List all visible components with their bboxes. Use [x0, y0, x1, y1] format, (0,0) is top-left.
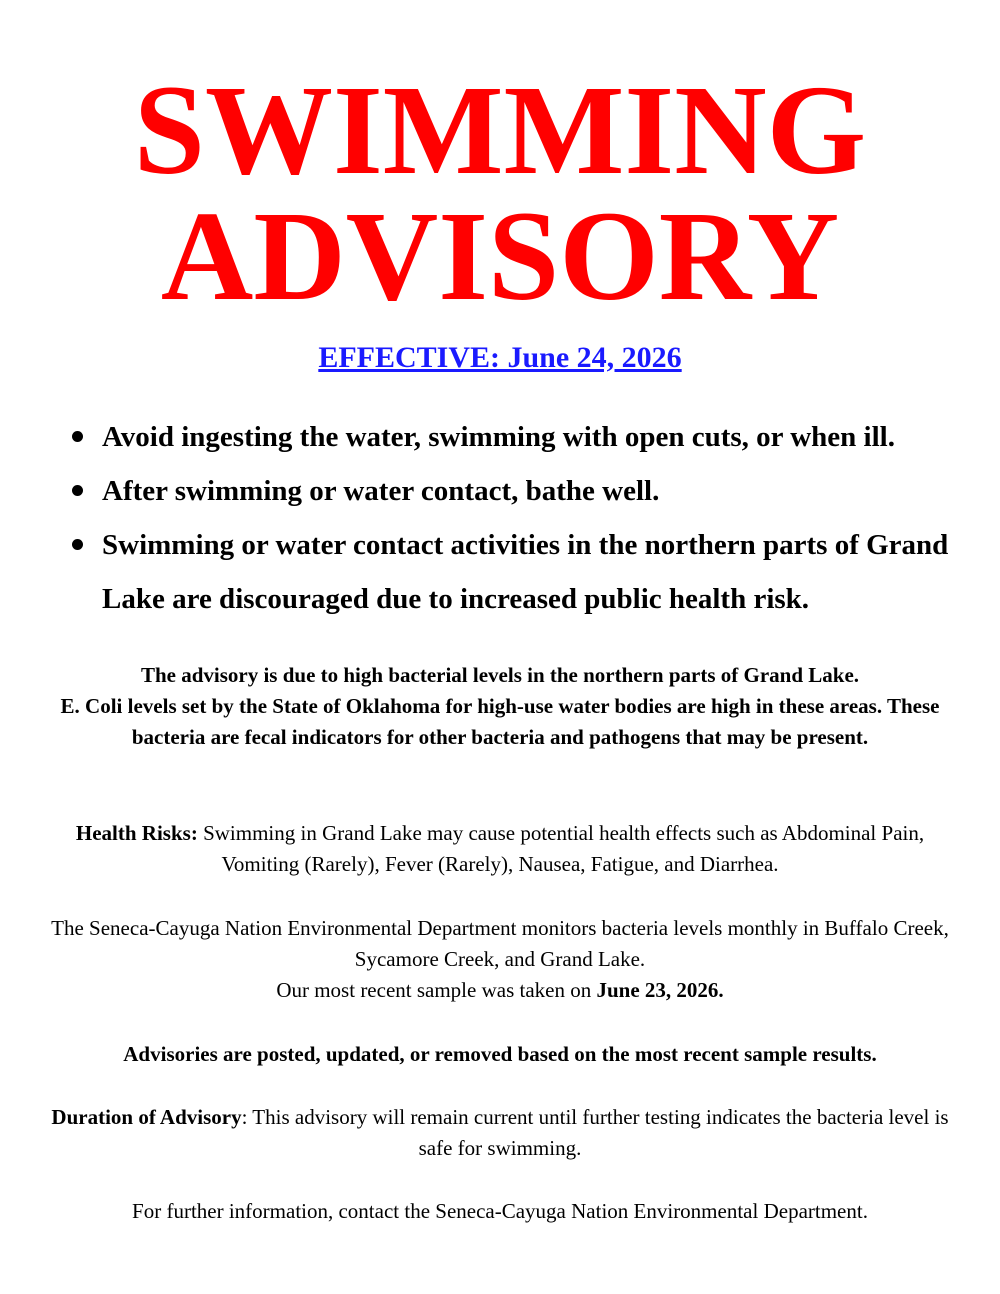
bacteria-note-line2: E. Coli levels set by the State of Oklahoma for high-use water bodies are high in these areas. These bacteria are fecal indicators for other bacteria and pathogens that may be present. [60, 694, 940, 749]
monitoring-line2-prefix: Our most recent sample was taken on [276, 978, 597, 1002]
bullet-dot-icon [72, 485, 83, 496]
effective-date: EFFECTIVE: June 24, 2026 [318, 341, 682, 374]
bullet-item [70, 518, 970, 626]
bullet-dot-icon [72, 431, 83, 442]
bacteria-note-line1: The advisory is due to high bacterial levels in the northern parts of Grand Lake. [140, 663, 860, 687]
monitoring-paragraph [40, 913, 960, 1006]
bullet-item [70, 410, 970, 464]
bullet-item [70, 464, 970, 518]
advisory-bullet-list [70, 410, 970, 626]
duration-text: : This advisory will remain current until further testing indicates the bacteria level is safe for swimming. [241, 1105, 949, 1160]
duration-label: Duration of Advisory [51, 1105, 242, 1129]
bullet-text: Avoid ingesting the water, swimming with open cuts, or when ill. [102, 421, 895, 453]
bullet-text: After swimming or water contact, bathe well. [102, 475, 660, 507]
health-risks-text: Swimming in Grand Lake may cause potential health effects such as Abdominal Pain, Vomiting (Rarely), Fever (Rarely), Nausea, Fatigue, and Diarrhea. [197, 821, 925, 876]
bullet-text: Swimming or water contact activities in the northern parts of Grand Lake are discouraged due to increased public health risk. [102, 529, 949, 615]
sample-date: June 23, 2026. [596, 978, 724, 1002]
health-risks-label: Health Risks: [75, 821, 198, 845]
duration-paragraph [40, 1102, 960, 1164]
monitoring-line1: The Seneca-Cayuga Nation Environmental Department monitors bacteria levels monthly in Buffalo Creek, Sycamore Creek, and Grand Lake. [51, 916, 949, 971]
bacteria-note [40, 660, 960, 753]
health-risks-paragraph [40, 818, 960, 880]
bullet-dot-icon [72, 539, 83, 550]
advisories-note: Advisories are posted, updated, or removed based on the most recent sample results. [123, 1042, 877, 1066]
title-swimming: SWIMMING [133, 59, 867, 201]
contact-note: For further information, contact the Seneca-Cayuga Nation Environmental Department. [132, 1199, 868, 1223]
title-advisory: ADVISORY [160, 185, 840, 327]
